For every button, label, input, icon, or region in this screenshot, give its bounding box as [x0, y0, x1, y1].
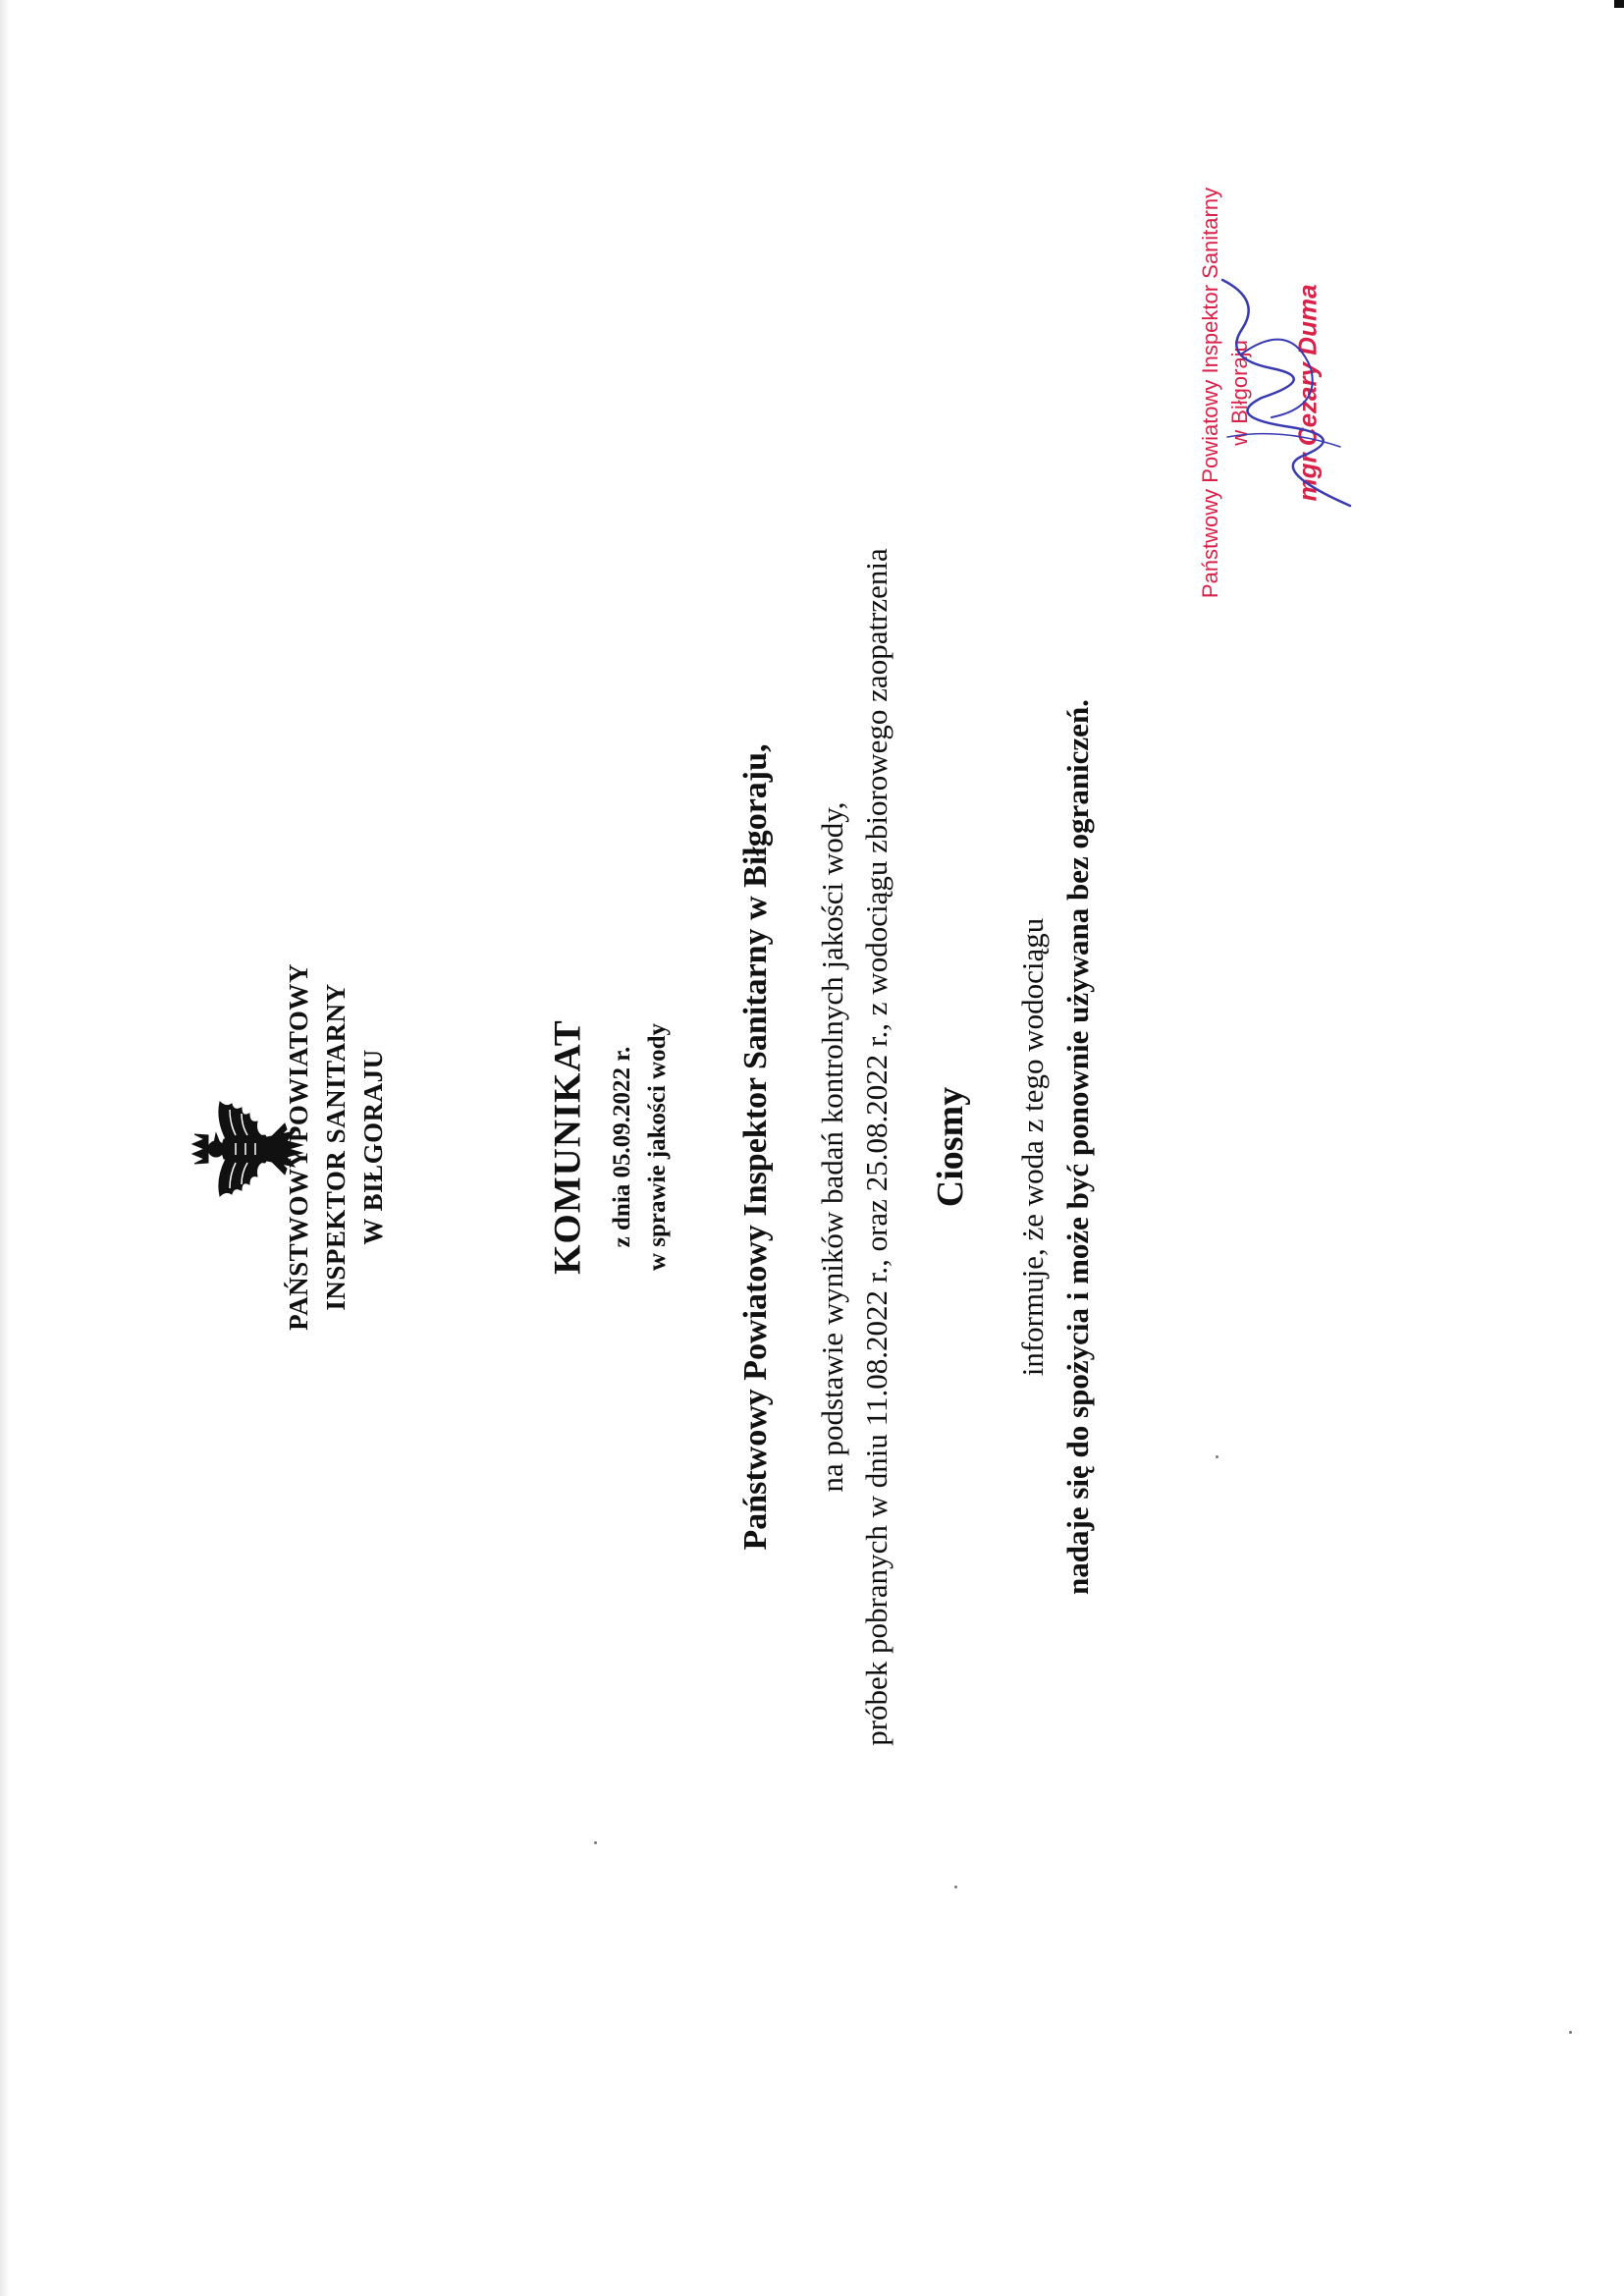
issuer-header: [280, 963, 392, 1331]
stamp-line-1: Państwowy Powiatowy Inspektor Sanitarny: [1198, 187, 1222, 599]
scan-corner-mark: [1614, 0, 1624, 8]
authority-line: Państwowy Powiatowy Inspektor Sanitarny w Biłgoraju,: [737, 743, 774, 1551]
notice-subject: w sprawie jakości wody: [644, 1022, 671, 1272]
conclusion-line: nadaje się do spożycia i może być ponownie używana bez ograniczeń.: [1060, 699, 1095, 1595]
signature-icon: [1203, 260, 1370, 525]
notice-subtitle: [605, 1023, 676, 1271]
stamp-line-2: w Biłgoraju: [1227, 340, 1252, 446]
notice-title: KOMUNIKAT: [546, 1019, 589, 1275]
scan-speck: [954, 1886, 957, 1888]
signatory-name: mgr Cezary Duma: [1292, 284, 1323, 502]
scan-speck: [594, 1841, 597, 1844]
inform-line: informuje, że woda z tego wodociągu: [1015, 917, 1050, 1377]
scan-speck: [1569, 2031, 1572, 2034]
basis-line-1: na podstawie wyników badań kontrolnych jakości wody,: [815, 801, 849, 1493]
issuer-line-1: PAŃSTWOWY POWIATOWY: [284, 963, 313, 1331]
scan-speck: [1216, 1455, 1218, 1458]
basis-line-2: próbek pobranych w dniu 11.08.2022 r., oraz 25.08.2022 r., z wodociągu zbiorowego zaopatrzenia: [859, 548, 893, 1746]
issuer-line-3: W BIŁGORAJU: [358, 1049, 388, 1245]
scan-edge: [0, 0, 10, 2296]
notice-date: z dnia 05.09.2022 r.: [609, 1046, 635, 1248]
place-name: Ciosmy: [930, 1086, 971, 1208]
issuer-line-2: INSPEKTOR SANITARNY: [321, 983, 351, 1311]
